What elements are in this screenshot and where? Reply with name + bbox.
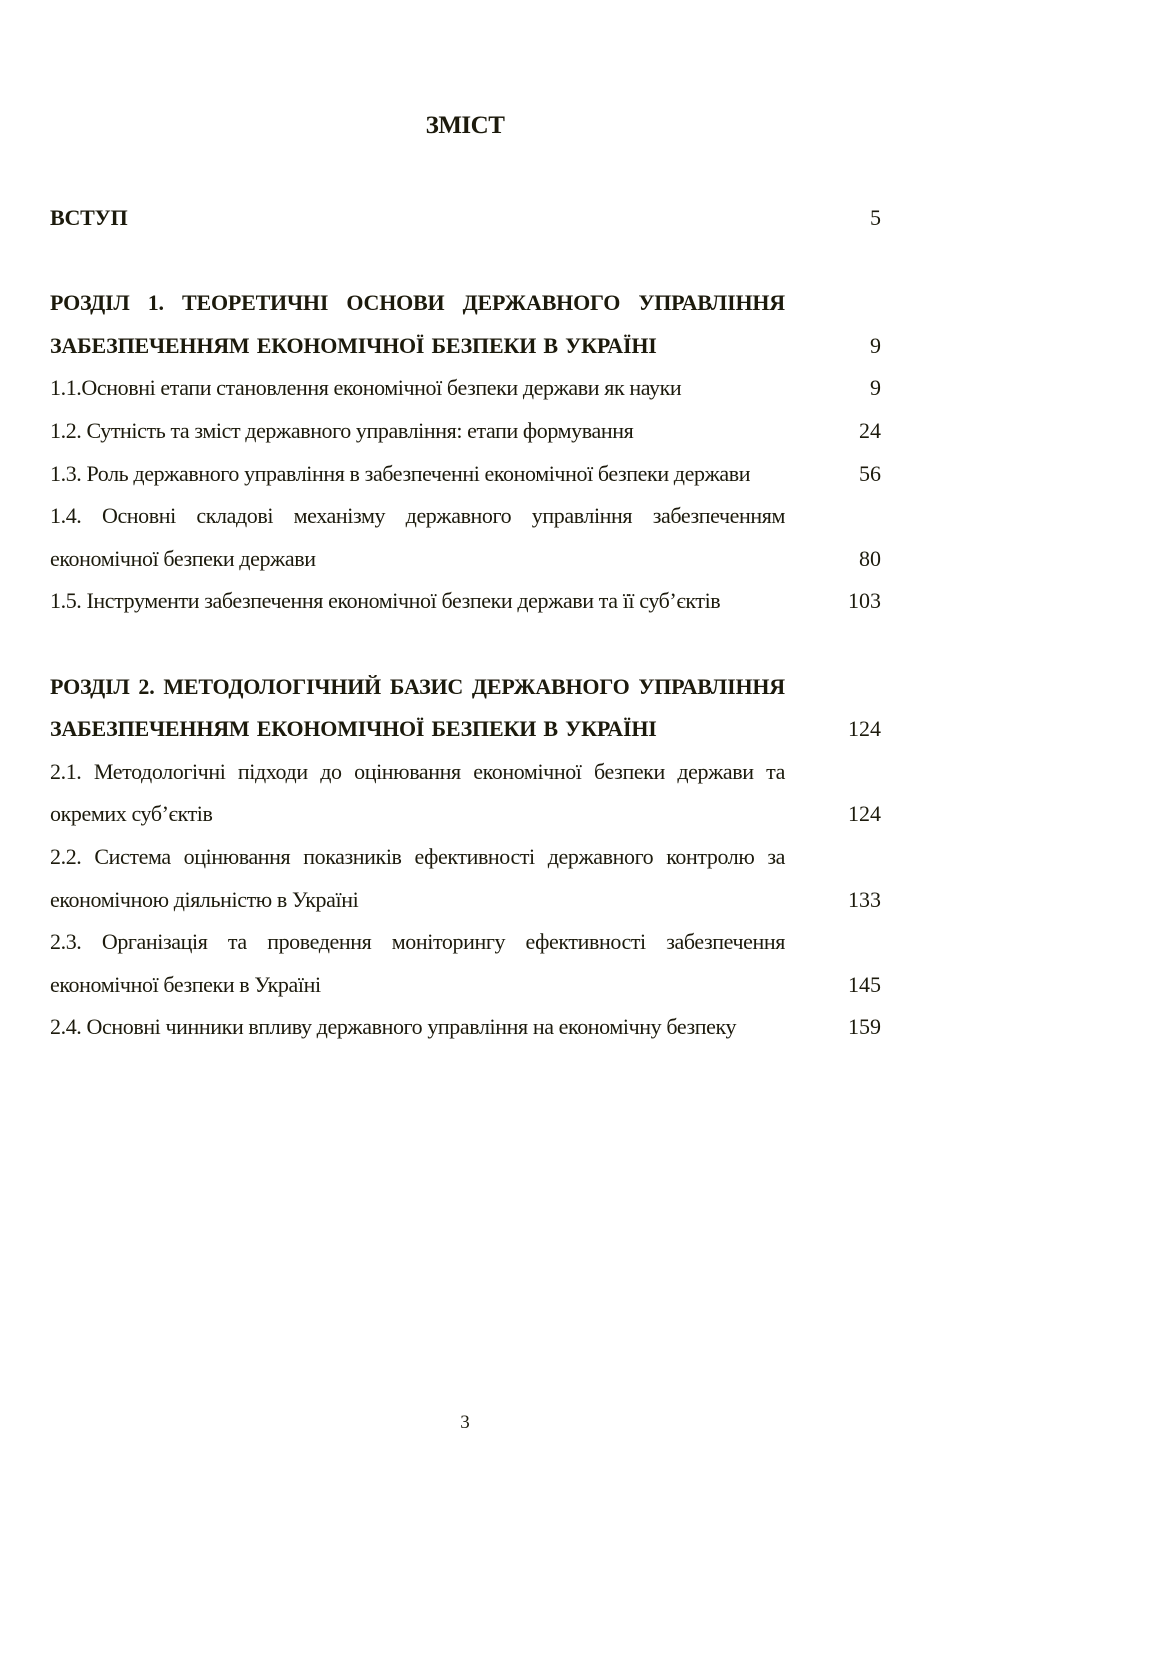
toc-entry-2-2[interactable] (50, 836, 881, 921)
toc-entry-text: 2.4. Основні чинники впливу державного управління на економічну безпеку (50, 1014, 737, 1040)
toc-entry-page: 9 (870, 375, 881, 401)
toc-entry-text: 1.2. Сутність та зміст державного управління: етапи формування (50, 417, 634, 443)
toc-entry-1-2[interactable] (50, 410, 881, 453)
toc-entry-text: 1.4. Основні складові механізму державного управління забезпеченням економічної безпеки держави (50, 503, 785, 571)
toc-entry-text: РОЗДІЛ 2. МЕТОДОЛОГІЧНИЙ БАЗИС ДЕРЖАВНОГО УПРАВЛІННЯ ЗАБЕЗПЕЧЕННЯМ ЕКОНОМІЧНОЇ БЕЗПЕКИ В УКРАЇНІ (50, 673, 785, 742)
toc-entry-text: 1.5. Інструменти забезпечення економічної безпеки держави та її суб’єктів (50, 588, 721, 614)
toc-entry-text: 1.3. Роль державного управління в забезпеченні економічної безпеки держави (50, 460, 751, 486)
toc-entry-page: 124 (848, 801, 881, 827)
toc-entry-page: 5 (870, 205, 881, 230)
toc-entry-page: 133 (848, 886, 881, 912)
toc-entry-2-3[interactable] (50, 921, 881, 1006)
toc-entry-2-4[interactable] (50, 1006, 881, 1049)
toc-entry-page: 103 (848, 588, 881, 614)
toc-entry-text: 1.1.Основні етапи становлення економічної безпеки держави як науки (50, 375, 682, 401)
toc-entry-text: 2.3. Організація та проведення моніторингу ефективності забезпечення економічної безпеки в Україні (50, 929, 785, 997)
toc-entry-chapter-2[interactable] (50, 666, 881, 751)
toc-entry-page: 56 (859, 460, 881, 486)
page-number: 3 (460, 1412, 470, 1433)
toc-entry-1-1[interactable] (50, 367, 881, 410)
toc-entry-chapter-1[interactable] (50, 282, 881, 367)
spacer (50, 623, 881, 666)
toc-entry-1-4[interactable] (50, 495, 881, 580)
toc-entry-page: 80 (859, 545, 881, 571)
toc-entry-1-3[interactable] (50, 453, 881, 496)
table-of-contents (50, 197, 881, 1049)
toc-entry-text: 2.2. Система оцінювання показників ефективності державного контролю за економічною діяльністю в Україні (50, 843, 785, 912)
toc-entry-page: 9 (870, 332, 881, 358)
toc-entry-text: ВСТУП (50, 205, 128, 230)
toc-entry-1-5[interactable] (50, 580, 881, 623)
toc-entry-2-1[interactable] (50, 751, 881, 836)
toc-entry-page: 145 (848, 971, 881, 997)
toc-entry-text: 2.1. Методологічні підходи до оцінювання економічної безпеки держави та окремих суб’єктів (50, 758, 785, 827)
toc-entry-page: 159 (848, 1014, 881, 1040)
toc-entry-page: 124 (848, 716, 881, 742)
toc-entry-page: 24 (859, 417, 881, 443)
page-title: ЗМІСТ (425, 112, 505, 139)
toc-entry-intro[interactable] (50, 197, 881, 240)
spacer (50, 240, 881, 283)
toc-entry-text: РОЗДІЛ 1. ТЕОРЕТИЧНІ ОСНОВИ ДЕРЖАВНОГО УПРАВЛІННЯ ЗАБЕЗПЕЧЕННЯМ ЕКОНОМІЧНОЇ БЕЗПЕКИ В УКРАЇНІ (50, 290, 785, 358)
